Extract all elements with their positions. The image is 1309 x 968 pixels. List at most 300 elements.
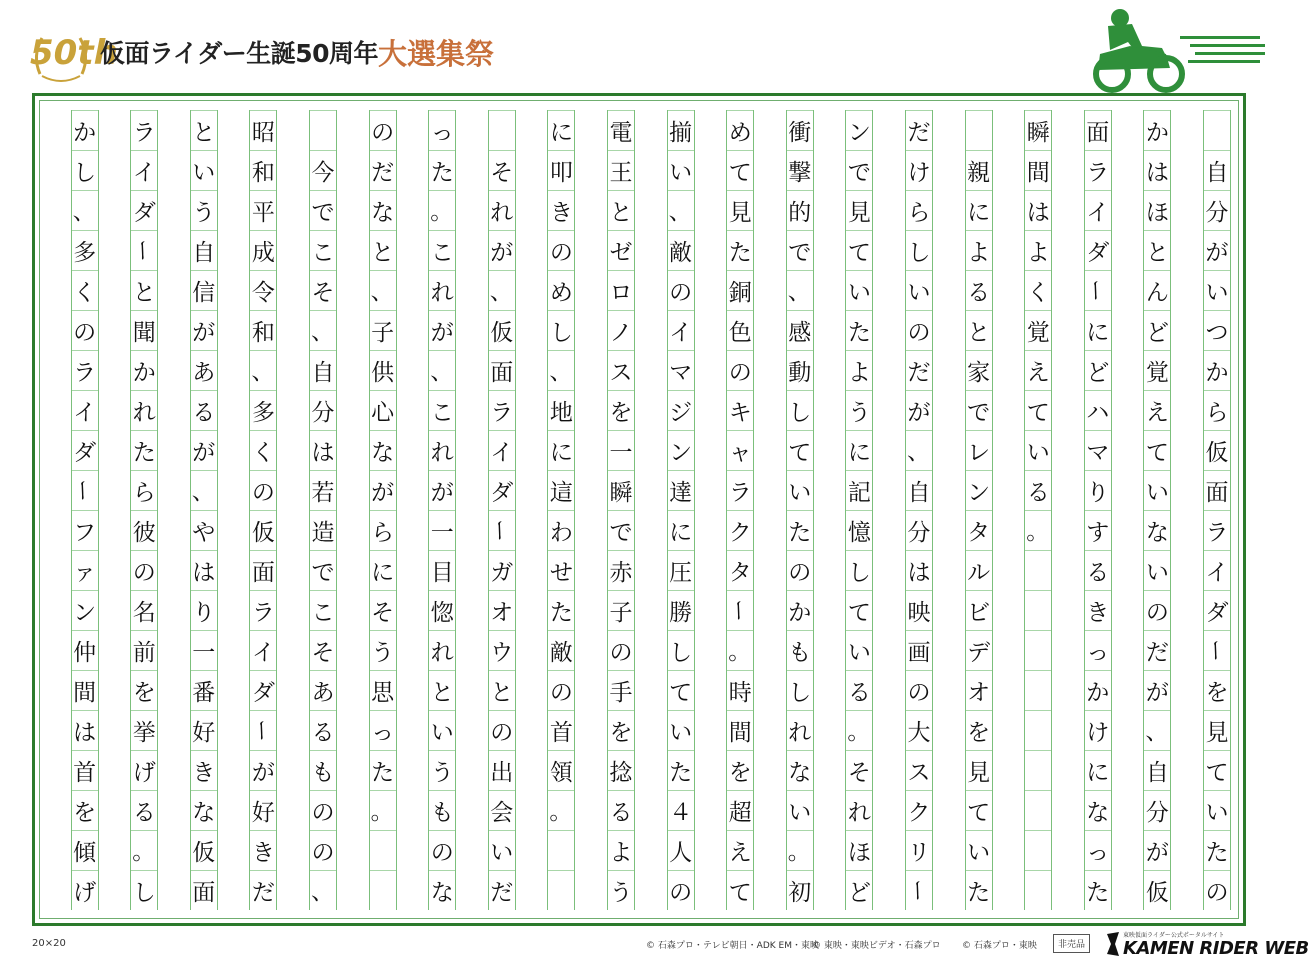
manuscript-cell [668, 310, 694, 350]
manuscript-cell [250, 230, 276, 270]
manuscript-char: で [967, 400, 991, 426]
manuscript-char: で [788, 240, 812, 266]
manuscript-cell [903, 870, 932, 910]
manuscript-char: 領 [549, 760, 573, 786]
manuscript-char: 仮 [251, 520, 275, 546]
manuscript-cell [668, 870, 694, 910]
manuscript-cell [489, 750, 515, 790]
manuscript-cell [489, 310, 515, 350]
manuscript-char: る [847, 680, 871, 706]
manuscript-cell [1085, 590, 1111, 630]
manuscript-cell [1204, 750, 1230, 790]
rider-motorcycle-icon [1070, 6, 1270, 96]
manuscript-cell [1085, 230, 1111, 270]
manuscript-char: そ [311, 640, 335, 666]
manuscript-char: 、 [1145, 719, 1169, 745]
manuscript-cell [548, 830, 574, 870]
manuscript-cell [310, 710, 336, 750]
manuscript-cell [608, 710, 634, 750]
manuscript-char: 自 [1205, 160, 1229, 186]
manuscript-cell [608, 750, 634, 790]
manuscript-cell [608, 670, 634, 710]
manuscript-cell [131, 630, 157, 670]
manuscript-char: と [371, 240, 395, 266]
manuscript-char: に [1086, 320, 1110, 346]
manuscript-cell [906, 790, 932, 830]
manuscript-cell [966, 710, 992, 750]
manuscript-cell [966, 510, 992, 550]
manuscript-cell [846, 190, 872, 230]
manuscript-char: き [549, 200, 573, 226]
manuscript-char: よ [609, 840, 633, 866]
manuscript-cell [1144, 310, 1170, 350]
manuscript-cell [608, 630, 634, 670]
manuscript-char: で [847, 160, 871, 186]
manuscript-char: ん [1145, 280, 1169, 306]
manuscript-char: 仮 [490, 320, 514, 346]
manuscript-char: ダ [1086, 240, 1110, 266]
manuscript-char: を [609, 720, 633, 746]
manuscript-char: ス [907, 760, 931, 786]
manuscript-cell [370, 710, 396, 750]
manuscript-char: 大 [907, 720, 931, 746]
manuscript-cell [608, 150, 634, 190]
manuscript-cell [131, 470, 157, 510]
manuscript-cell [787, 790, 813, 830]
manuscript-char: 思 [371, 680, 395, 706]
manuscript-cell [191, 790, 217, 830]
manuscript-char: ジ [669, 400, 693, 426]
manuscript-cell [250, 550, 276, 590]
manuscript-char: 。 [787, 839, 811, 865]
manuscript-cell [787, 830, 813, 870]
manuscript-char: う [847, 400, 871, 426]
manuscript-cell [489, 870, 515, 910]
manuscript-char: に [1086, 760, 1110, 786]
manuscript-char: ダ [73, 440, 97, 466]
manuscript-char: た [1086, 880, 1110, 906]
manuscript-cell [1025, 790, 1051, 830]
manuscript-char: を [1205, 680, 1229, 706]
manuscript-cell [486, 510, 515, 550]
manuscript-char: 自 [311, 360, 335, 386]
manuscript-char: た [847, 320, 871, 346]
manuscript-char: り [192, 600, 216, 626]
manuscript-cell [1144, 550, 1170, 590]
manuscript-char: だ [251, 880, 275, 906]
manuscript-cell [191, 710, 217, 750]
manuscript-cell [906, 510, 932, 550]
manuscript-char: の [73, 320, 97, 346]
manuscript-cell [966, 830, 992, 870]
manuscript-char: げ [132, 760, 156, 786]
manuscript-char: 一 [609, 440, 633, 466]
manuscript-cell [1144, 230, 1170, 270]
manuscript-char: に [669, 520, 693, 546]
manuscript-char: オ [490, 600, 514, 626]
manuscript-char: 、 [787, 279, 811, 305]
copyright-3: © 石森プロ・東映 [962, 941, 1037, 951]
manuscript-cell [250, 350, 276, 390]
manuscript-cell [846, 630, 872, 670]
manuscript-cell [429, 510, 455, 550]
manuscript-cell [548, 430, 574, 470]
manuscript-cell [370, 550, 396, 590]
manuscript-cell [727, 390, 753, 430]
manuscript-char: え [728, 840, 752, 866]
manuscript-cell [1025, 870, 1051, 910]
manuscript-char: て [967, 800, 991, 826]
manuscript-cell [548, 150, 574, 190]
manuscript-cell [429, 830, 455, 870]
manuscript-cell [310, 390, 336, 430]
manuscript-cell [72, 390, 98, 430]
manuscript-column [786, 110, 814, 910]
manuscript-cell [966, 750, 992, 790]
manuscript-cell [846, 350, 872, 390]
manuscript-char: こ [311, 600, 335, 626]
manuscript-char: 的 [788, 200, 812, 226]
manuscript-cell [548, 190, 574, 230]
manuscript-cell [489, 390, 515, 430]
manuscript-char: よ [967, 240, 991, 266]
manuscript-cell [668, 550, 694, 590]
manuscript-cell [370, 190, 396, 230]
manuscript-cell [668, 750, 694, 790]
manuscript-cell [966, 630, 992, 670]
manuscript-cell [608, 830, 634, 870]
manuscript-char: 見 [967, 760, 991, 786]
manuscript-cell [429, 310, 455, 350]
manuscript-column [905, 110, 933, 910]
manuscript-char: の [311, 800, 335, 826]
manuscript-char: 、 [549, 359, 573, 385]
manuscript-cell [191, 230, 217, 270]
manuscript-char: が [490, 240, 514, 266]
manuscript-cell [489, 150, 515, 190]
manuscript-char: か [1086, 680, 1110, 706]
manuscript-cell [608, 590, 634, 630]
manuscript-char: も [430, 800, 454, 826]
logo-text: 50th [30, 33, 118, 73]
manuscript-char: て [728, 880, 752, 906]
manuscript-cell [1144, 630, 1170, 670]
manuscript-cell [1085, 390, 1111, 430]
manuscript-column [488, 110, 516, 910]
manuscript-cell [787, 350, 813, 390]
manuscript-cell [1025, 750, 1051, 790]
manuscript-cell [370, 870, 396, 910]
manuscript-char: 初 [788, 880, 812, 906]
manuscript-char: ダ [1205, 600, 1229, 626]
manuscript-char: と [430, 680, 454, 706]
manuscript-cell [131, 110, 157, 150]
manuscript-cell [191, 870, 217, 910]
manuscript-cell [668, 470, 694, 510]
manuscript-cell [1085, 670, 1111, 710]
manuscript-cell [191, 630, 217, 670]
manuscript-char: 赤 [609, 560, 633, 586]
manuscript-cell [608, 550, 634, 590]
manuscript-cell [370, 150, 396, 190]
manuscript-cell [727, 150, 753, 190]
manuscript-cell [906, 670, 932, 710]
manuscript-cell [131, 350, 157, 390]
manuscript-char: ラ [73, 360, 97, 386]
50th-anniversary-logo [30, 24, 118, 86]
manuscript-char: 揃 [669, 120, 693, 146]
manuscript-char: し [549, 320, 573, 346]
manuscript-cell [608, 190, 634, 230]
manuscript-cell [1204, 670, 1230, 710]
manuscript-char: 昭 [251, 120, 275, 146]
manuscript-char: う [371, 640, 395, 666]
manuscript-char: 令 [251, 280, 275, 306]
manuscript-char: 間 [1026, 160, 1050, 186]
manuscript-cell [1025, 550, 1051, 590]
manuscript-char: ウ [490, 640, 514, 666]
manuscript-char: ャ [728, 440, 752, 466]
manuscript-char: タ [728, 560, 752, 586]
manuscript-char: 平 [251, 200, 275, 226]
manuscript-char: た [549, 600, 573, 626]
manuscript-char: ン [669, 440, 693, 466]
manuscript-column [547, 110, 575, 910]
manuscript-cell [906, 470, 932, 510]
manuscript-char: 、 [191, 479, 215, 505]
manuscript-cell [727, 790, 753, 830]
manuscript-cell [429, 390, 455, 430]
manuscript-char: 仮 [1145, 880, 1169, 906]
manuscript-char: だ [371, 160, 395, 186]
manuscript-char: 覚 [1026, 320, 1050, 346]
manuscript-char: い [1145, 480, 1169, 506]
manuscript-cell [966, 270, 992, 310]
manuscript-cell [310, 350, 336, 390]
manuscript-cell [1025, 470, 1051, 510]
manuscript-cell [727, 750, 753, 790]
manuscript-cell [250, 270, 276, 310]
manuscript-cell [370, 750, 396, 790]
manuscript-cell [72, 630, 98, 670]
manuscript-cell [489, 670, 515, 710]
manuscript-cell [548, 350, 574, 390]
manuscript-char: 間 [728, 720, 752, 746]
manuscript-cell [131, 830, 157, 870]
manuscript-cell [131, 190, 157, 230]
manuscript-cell [310, 790, 336, 830]
manuscript-char: 見 [1205, 720, 1229, 746]
manuscript-cell [1204, 150, 1230, 190]
manuscript-char: よ [847, 360, 871, 386]
manuscript-char: だ [907, 120, 931, 146]
manuscript-cell [370, 390, 396, 430]
manuscript-char: ゼ [609, 240, 633, 266]
manuscript-char: 子 [371, 320, 395, 346]
manuscript-cell [310, 430, 336, 470]
manuscript-char: ク [907, 800, 931, 826]
manuscript-cell [310, 510, 336, 550]
manuscript-char: ー [1082, 279, 1109, 302]
manuscript-cell [1025, 830, 1051, 870]
manuscript-cell [1025, 230, 1051, 270]
brand-tagline: 東映仮面ライダー公式ポータルサイト [1123, 932, 1225, 939]
manuscript-cell [906, 150, 932, 190]
manuscript-char: 這 [549, 480, 573, 506]
manuscript-cell [370, 110, 396, 150]
manuscript-char: え [1026, 360, 1050, 386]
manuscript-cell [489, 590, 515, 630]
manuscript-char: れ [490, 200, 514, 226]
manuscript-cell [906, 390, 932, 430]
manuscript-char: 和 [251, 320, 275, 346]
manuscript-cell [966, 310, 992, 350]
manuscript-cell [548, 550, 574, 590]
manuscript-cell [787, 270, 813, 310]
manuscript-cell [250, 830, 276, 870]
manuscript-cell [310, 670, 336, 710]
manuscript-char: ロ [609, 280, 633, 306]
manuscript-cell [727, 670, 753, 710]
manuscript-char: 。 [1026, 519, 1050, 545]
manuscript-cell [1025, 150, 1051, 190]
manuscript-char: ラ [1086, 160, 1110, 186]
manuscript-char: 叩 [549, 160, 573, 186]
manuscript-char: れ [788, 720, 812, 746]
manuscript-cell [846, 830, 872, 870]
manuscript-cell [370, 630, 396, 670]
manuscript-cell [1204, 230, 1230, 270]
manuscript-char: ー [69, 479, 96, 502]
manuscript-char: ど [847, 880, 871, 906]
manuscript-char: 自 [907, 480, 931, 506]
manuscript-char: 仲 [73, 640, 97, 666]
manuscript-cell [727, 270, 753, 310]
manuscript-char: の [728, 360, 752, 386]
manuscript-cell [370, 350, 396, 390]
manuscript-char: ー [1201, 639, 1228, 662]
manuscript-char: っ [1086, 640, 1110, 666]
manuscript-cell [1144, 710, 1170, 750]
manuscript-cell [72, 750, 98, 790]
manuscript-cell [787, 390, 813, 430]
manuscript-char: え [1145, 400, 1169, 426]
manuscript-char: の [669, 880, 693, 906]
manuscript-char: う [430, 760, 454, 786]
manuscript-cell [489, 830, 515, 870]
manuscript-cell [548, 790, 574, 830]
manuscript-cell [727, 510, 753, 550]
manuscript-char: い [788, 480, 812, 506]
manuscript-cell [787, 470, 813, 510]
manuscript-char: ー [128, 239, 155, 262]
manuscript-column [1024, 110, 1052, 910]
manuscript-cell [787, 110, 813, 150]
manuscript-cell [72, 430, 98, 470]
manuscript-cell [787, 430, 813, 470]
manuscript-cell [489, 790, 515, 830]
manuscript-char: こ [311, 240, 335, 266]
manuscript-char: 敵 [669, 240, 693, 266]
manuscript-cell [668, 710, 694, 750]
manuscript-cell [429, 750, 455, 790]
manuscript-cell [1085, 710, 1111, 750]
manuscript-char: し [788, 400, 812, 426]
manuscript-char: 。 [132, 839, 156, 865]
manuscript-char: が [371, 480, 395, 506]
manuscript-char: キ [728, 400, 752, 426]
manuscript-char: が [430, 480, 454, 506]
manuscript-char: オ [967, 680, 991, 706]
manuscript-cell [787, 630, 813, 670]
manuscript-cell [548, 630, 574, 670]
manuscript-cell [727, 230, 753, 270]
manuscript-cell [489, 430, 515, 470]
manuscript-cell [1085, 630, 1111, 670]
manuscript-cell [250, 630, 276, 670]
manuscript-cell [668, 670, 694, 710]
manuscript-char: ラ [728, 480, 752, 506]
manuscript-char: 、 [489, 279, 513, 305]
manuscript-char: ガ [490, 560, 514, 586]
manuscript-char: 目 [430, 560, 454, 586]
manuscript-char: っ [371, 720, 395, 746]
manuscript-cell [1144, 430, 1170, 470]
manuscript-cell [668, 230, 694, 270]
manuscript-cell [1085, 470, 1111, 510]
manuscript-cell [966, 150, 992, 190]
manuscript-char: と [132, 280, 156, 306]
manuscript-char: を [73, 800, 97, 826]
manuscript-char: て [788, 440, 812, 466]
manuscript-char: る [192, 400, 216, 426]
manuscript-cell [489, 550, 515, 590]
manuscript-cell [548, 750, 574, 790]
manuscript-char: し [132, 880, 156, 906]
manuscript-cell [250, 670, 276, 710]
manuscript-cell [310, 550, 336, 590]
manuscript-cell [370, 590, 396, 630]
manuscript-char: 自 [192, 240, 216, 266]
manuscript-cell [72, 590, 98, 630]
manuscript-cell [1204, 830, 1230, 870]
manuscript-char: い [669, 720, 693, 746]
manuscript-cell [906, 190, 932, 230]
manuscript-cell [668, 590, 694, 630]
manuscript-char: 敵 [549, 640, 573, 666]
manuscript-cell [370, 310, 396, 350]
manuscript-cell [966, 110, 992, 150]
manuscript-char: が [1205, 240, 1229, 266]
manuscript-column [428, 110, 456, 910]
manuscript-char: を [609, 400, 633, 426]
manuscript-char: て [1145, 440, 1169, 466]
manuscript-cell [128, 230, 157, 270]
manuscript-cell [966, 190, 992, 230]
manuscript-char: は [907, 560, 931, 586]
manuscript-char: 傾 [73, 840, 97, 866]
manuscript-char: ー [247, 719, 274, 742]
manuscript-cell [668, 350, 694, 390]
manuscript-char: い [1145, 560, 1169, 586]
manuscript-cell [1085, 790, 1111, 830]
manuscript-cell [72, 870, 98, 910]
manuscript-cell [310, 870, 336, 910]
manuscript-cell [1085, 550, 1111, 590]
manuscript-column [965, 110, 993, 910]
manuscript-cell [131, 670, 157, 710]
manuscript-cell [429, 590, 455, 630]
